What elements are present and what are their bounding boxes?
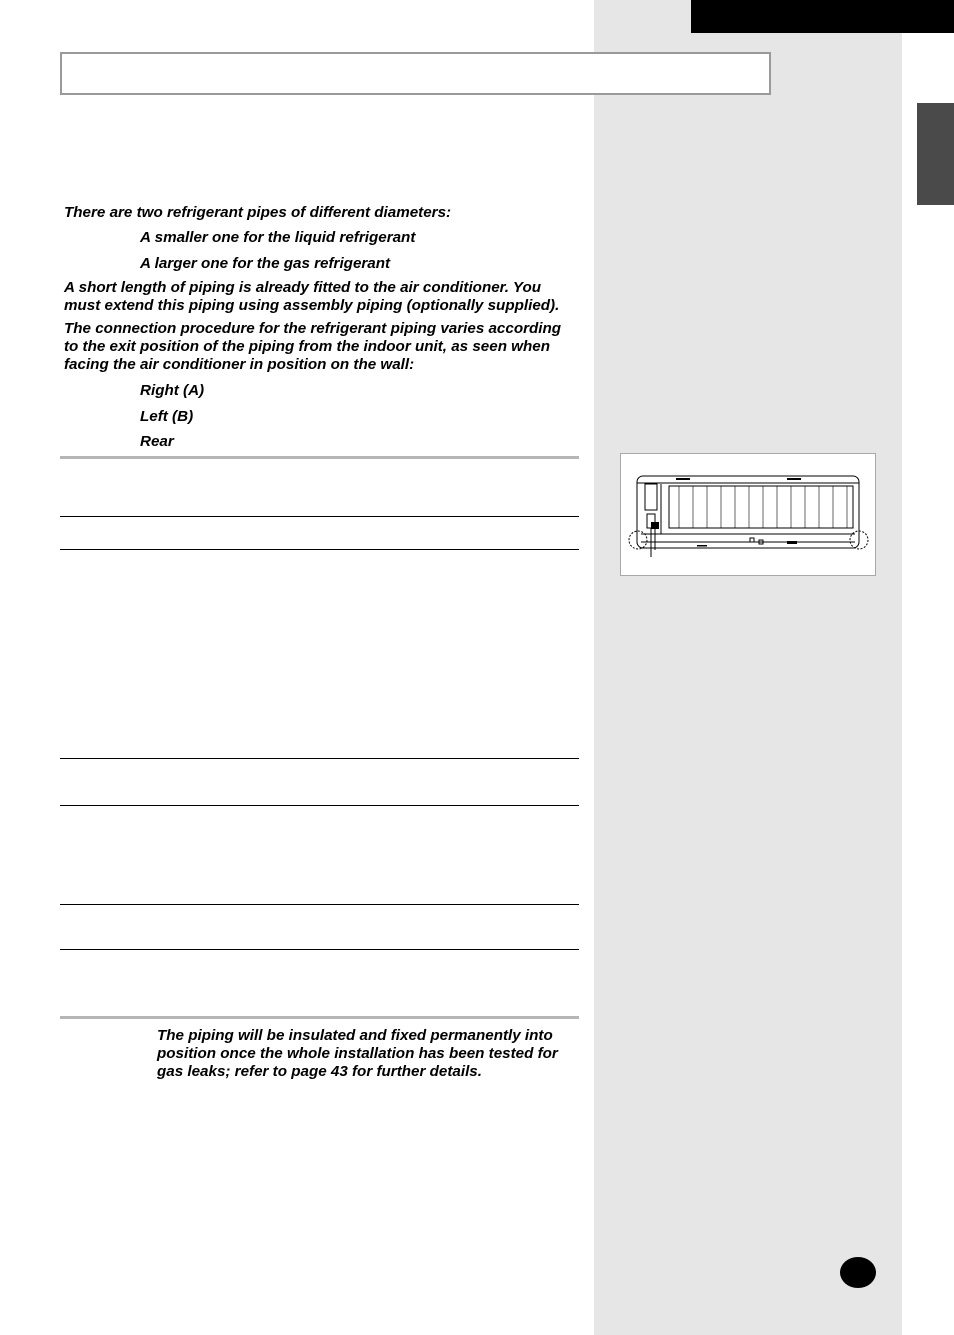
connection-line-1: The connection procedure for the refrigerant piping varies according bbox=[64, 320, 562, 337]
bullet-liquid: A smaller one for the liquid refrigerant bbox=[140, 229, 416, 246]
divider bbox=[60, 904, 579, 905]
bullet-gas: A larger one for the gas refrigerant bbox=[140, 255, 391, 272]
page-number-badge bbox=[840, 1257, 876, 1288]
short-piping-line-1: A short length of piping is already fitted to the air conditioner. You bbox=[64, 279, 542, 296]
divider bbox=[60, 758, 579, 759]
indoor-unit-figure bbox=[620, 453, 876, 576]
note-line-3: gas leaks; refer to page 43 for further details. bbox=[157, 1063, 482, 1080]
side-panel bbox=[594, 0, 902, 1335]
position-left: Left (B) bbox=[140, 408, 194, 425]
divider bbox=[60, 1016, 579, 1019]
divider bbox=[60, 949, 579, 950]
position-right: Right (A) bbox=[140, 382, 205, 399]
divider bbox=[60, 549, 579, 550]
divider bbox=[60, 456, 579, 459]
section-title-box bbox=[60, 52, 771, 95]
note-line-2: position once the whole installation has been tested for bbox=[157, 1045, 558, 1062]
note-line-1: The piping will be insulated and fixed permanently into bbox=[157, 1027, 553, 1044]
header-black-tab bbox=[691, 0, 954, 33]
divider bbox=[60, 516, 579, 517]
position-rear: Rear bbox=[140, 433, 174, 450]
divider bbox=[60, 805, 579, 806]
short-piping-line-2: must extend this piping using assembly piping (optionally supplied). bbox=[64, 297, 560, 314]
connection-line-3: facing the air conditioner in position on the wall: bbox=[64, 356, 415, 373]
indoor-unit-illustration bbox=[621, 454, 875, 575]
connection-line-2: to the exit position of the piping from the indoor unit, as seen when bbox=[64, 338, 550, 355]
intro-text: There are two refrigerant pipes of different diameters: bbox=[64, 204, 452, 221]
chapter-tab bbox=[917, 103, 954, 205]
